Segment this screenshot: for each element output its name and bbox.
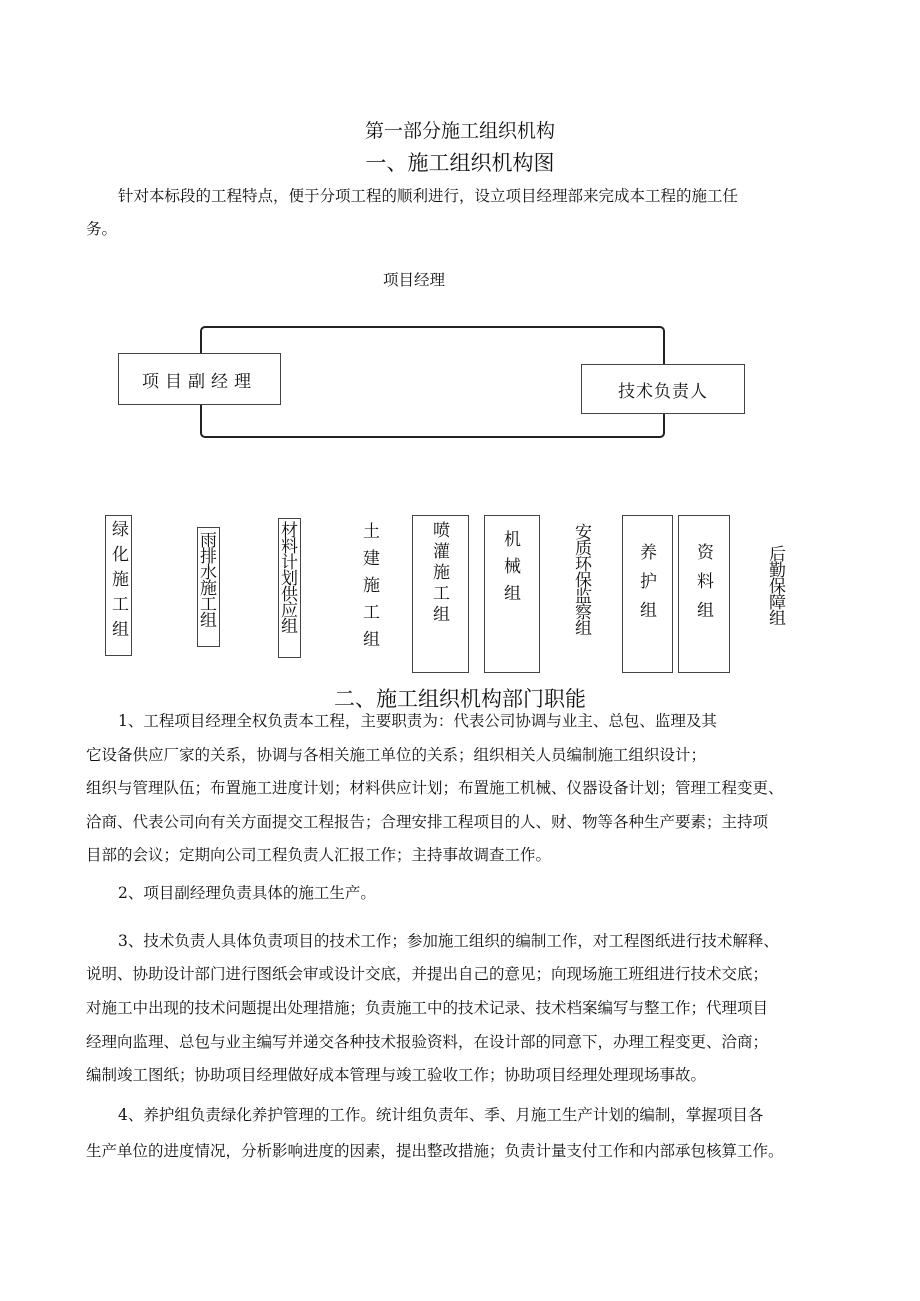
group-drainage: 雨排水施工组 <box>197 527 220 647</box>
group-documents: 资料组 <box>678 515 730 673</box>
project-manager-label: 项目经理 <box>383 271 446 289</box>
p3-line-5: 编制竣工图纸；协助项目经理做好成本管理与竣工验收工作；协助项目经理处理现场事故。 <box>86 1066 707 1084</box>
intro-line-1: 针对本标段的工程特点，便于分项工程的顺利进行，设立项目经理部来完成本工程的施工任 <box>118 187 739 205</box>
p2-line: 2、项目副经理负责具体的施工生产。 <box>118 884 376 902</box>
document-title: 第一部分施工组织机构 <box>364 120 555 142</box>
section2-heading: 二、施工组织机构部门职能 <box>334 687 586 711</box>
p1-line-4: 洽商、代表公司向有关方面提交工程报告；合理安排工程项目的人、财、物等各种生产要素；主持项 <box>86 813 769 831</box>
p1-line-2: 它设备供应厂家的关系，协调与各相关施工单位的关系；组织相关人员编制施工组织设计； <box>86 746 707 764</box>
p3-line-1: 3、技术负责人具体负责项目的技术工作；参加施工组织的编制工作，对工程图纸进行技术解释、 <box>118 932 779 950</box>
p3-line-4: 经理向监理、总包与业主编写并递交各种技术报验资料，在设计部的同意下，办理工程变更、洽商； <box>86 1033 769 1051</box>
tech-lead-box: 技术负责人 <box>581 364 745 414</box>
group-machinery: 机械组 <box>484 515 540 673</box>
p1-line-3: 组织与管理队伍；布置施工进度计划；材料供应计划；布置施工机械、仪器设备计划；管理工程变更、 <box>86 779 784 797</box>
p4-line-2: 生产单位的进度情况，分析影响进度的因素，提出整改措施；负责计量支付工作和内部承包核算工作。 <box>86 1142 784 1160</box>
group-safety-environment: 安质环保监察组 <box>566 523 594 663</box>
p4-line-1: 4、养护组负责绿化养护管理的工作。统计组负责年、季、月施工生产计划的编制，掌握项目各 <box>118 1106 764 1124</box>
p3-line-2: 说明、协助设计部门进行图纸会审或设计交底，并提出自己的意见；向现场施工班组进行技术交底； <box>86 965 769 983</box>
deputy-manager-box: 项目副经理 <box>118 353 281 405</box>
group-materials: 材料计划供应组 <box>278 518 301 658</box>
p3-line-3: 对施工中出现的技术问题提出处理措施；负责施工中的技术记录、技术档案编写与整工作；代理项目 <box>86 999 769 1017</box>
intro-line-2: 务。 <box>86 220 118 238</box>
group-greening: 绿化施工组 <box>105 515 132 656</box>
group-irrigation: 喷灌施工组 <box>412 515 469 673</box>
p1-line-5: 目部的会议；定期向公司工程负责人汇报工作；主持事故调查工作。 <box>86 846 552 864</box>
p1-line-1: 1、工程项目经理全权负责本工程，主要职责为：代表公司协调与业主、总包、监理及其 <box>118 712 717 730</box>
group-maintenance: 养护组 <box>622 515 673 673</box>
section1-heading: 一、施工组织机构图 <box>365 151 555 175</box>
group-logistics: 后勤保障组 <box>760 545 788 655</box>
group-civil: 土建施工组 <box>355 522 382 662</box>
